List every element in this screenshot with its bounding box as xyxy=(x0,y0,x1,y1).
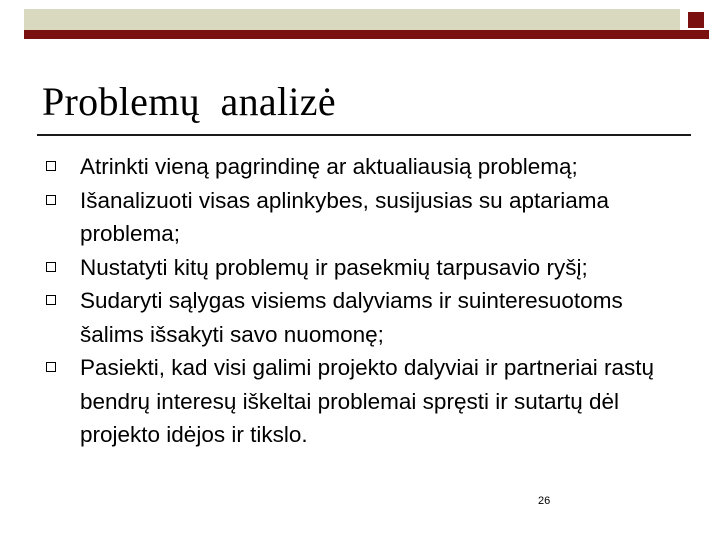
bullet-text: Sudaryti sąlygas visiems dalyviams ir suinteresuotoms šalims išsakyti savo nuomonę; xyxy=(80,288,623,347)
hollow-square-icon xyxy=(46,195,56,205)
bullet-text: Nustatyti kitų problemų ir pasekmių tarpusavio ryšį; xyxy=(80,254,588,280)
bullet-text: Pasiekti, kad visi galimi projekto dalyviai ir partneriai rastų bendrų interesų iškeltai problemai spręsti ir sutartų dėl projekto idėjos ir tikslo. xyxy=(80,355,654,447)
hollow-square-icon xyxy=(46,295,56,305)
bullet-item xyxy=(40,150,680,184)
bullet-list xyxy=(40,150,680,452)
bullet-item xyxy=(40,284,680,351)
bullet-text: Išanalizuoti visas aplinkybes, susijusias su aptariama problema; xyxy=(80,187,610,246)
bullet-item xyxy=(40,251,680,285)
bullet-text: Atrinkti vieną pagrindinę ar aktualiausią problemą; xyxy=(80,154,578,179)
hollow-square-icon xyxy=(46,161,56,171)
slide-title: Problemų analizė xyxy=(42,79,336,124)
header-banner xyxy=(24,9,680,31)
hollow-square-icon xyxy=(46,362,56,372)
bullet-item xyxy=(40,184,680,251)
hollow-square-icon xyxy=(46,262,56,272)
page-number: 26 xyxy=(538,495,551,507)
corner-square-icon xyxy=(688,12,704,28)
title-divider xyxy=(37,134,691,136)
bullet-item xyxy=(40,351,680,452)
header-accent-bar xyxy=(24,30,709,39)
